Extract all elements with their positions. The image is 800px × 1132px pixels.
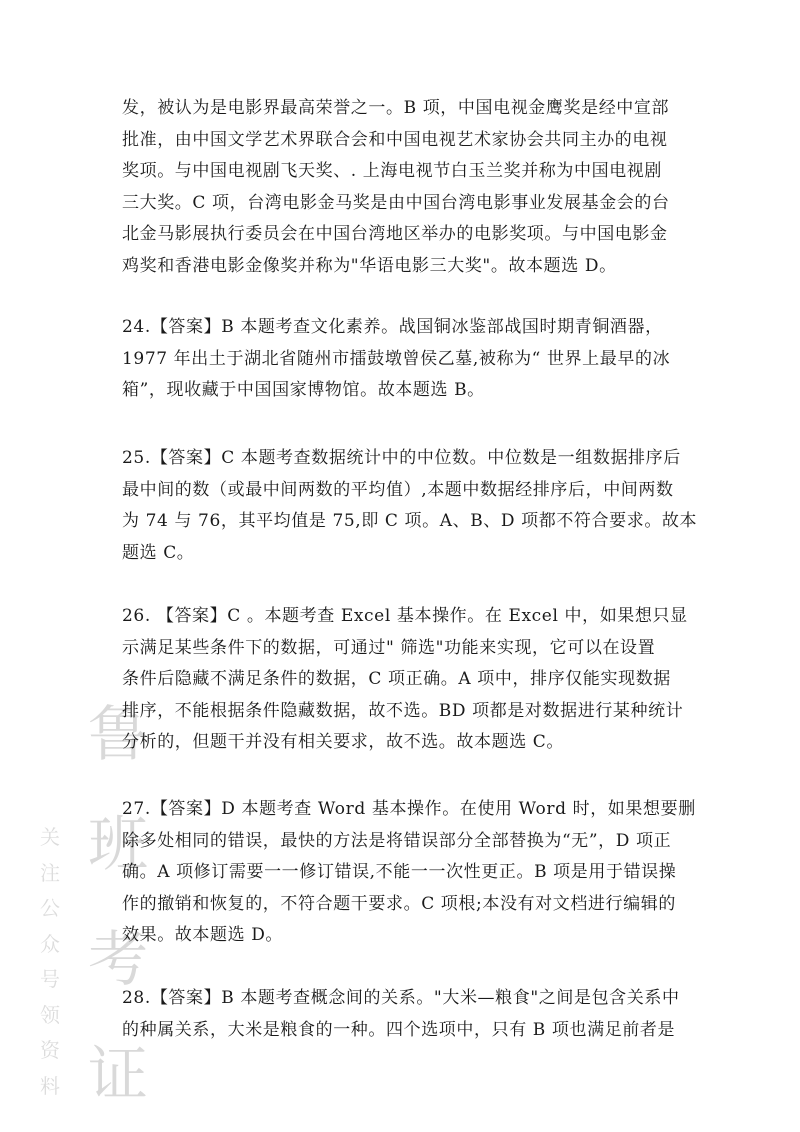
text-line: 1977 年出土于湖北省随州市擂鼓墩曾侯乙墓,被称为“ 世界上最早的冰 [122,348,671,369]
answer-paragraph-28 [122,983,682,1046]
text-line: 分析的，但题干并没有相关要求，故不选。故本题选 C。 [122,732,565,752]
text-line: 箱”，现收藏于中国国家博物馆。故本题选 B。 [122,380,485,400]
watermark-char-2: 班 [88,810,148,880]
watermark-side-text: 关注公众号领资料 [40,825,60,1098]
text-line: 为 74 与 76，其平均值是 75,即 C 项。A、B、D 项都不符合要求。故本 [122,511,698,531]
text-line: 条件后隐藏不满足条件的数据，C 项正确。A 项中，排序仅能实现数据 [122,669,671,689]
answer-paragraph-25 [122,443,698,569]
text-line: 26. 【答案】C 。本题考查 Excel 基本操作。在 Excel 中，如果想只显 [122,606,688,626]
watermark-char-4: 证 [88,1040,148,1110]
text-line: 作的撤销和恢复的，不符合题干要求。C 项根;本没有对文档进行编辑的 [122,893,676,914]
text-line: 示满足某些条件下的数据，可通过" 筛选"功能来实现，它可以在设置 [122,637,656,658]
text-line: 的种属关系，大米是粮食的一种。四个选项中，只有 B 项也满足前者是 [122,1019,676,1040]
text-line: 最中间的数（或最中间两数的平均值）,本题中数据经排序后，中间两数 [122,479,674,500]
answer-paragraph-23 [122,93,682,282]
text-line: 确。A 项修订需要一一修订错误,不能一一次性更正。B 项是用于错误操 [122,862,677,882]
answer-paragraph-26 [122,601,688,759]
text-line: 发，被认为是电影界最高荣誉之一。B 项，中国电视金鹰奖是经中宣部 [122,98,670,118]
answer-paragraph-24 [122,312,682,407]
text-line: 25.【答案】C 本题考查数据统计中的中位数。中位数是一组数据排序后 [122,448,681,468]
text-line: 鸡奖和香港电影金像奖并称为"华语电影三大奖"。故本题选 D。 [122,255,617,276]
text-line: 奖项。与中国电视剧飞天奖、. 上海电视节白玉兰奖并称为中国电视剧 [122,161,663,181]
text-line: 三大奖。C 项，台湾电影金马奖是由中国台湾电影事业发展基金会的台 [122,192,670,213]
text-line: 28.【答案】B 本题考查概念间的关系。"大米—粮食"之间是包含关系中 [122,988,680,1008]
text-line: 除多处相同的错误，最快的方法是将错误部分全部替换为“无”，D 项正 [122,830,672,851]
text-line: 效果。故本题选 D。 [122,925,284,945]
answer-paragraph-27 [122,794,696,952]
text-line: 24.【答案】B 本题考查文化素养。战国铜冰鉴部战国时期青铜酒器， [122,317,663,337]
text-line: 批准，由中国文学艺术界联合会和中国电视艺术家协会共同主办的电视 [122,129,668,150]
watermark-char-1: 鲁 [88,700,148,770]
text-line: 27.【答案】D 本题考查 Word 基本操作。在使用 Word 时，如果想要删 [122,799,696,819]
text-line: 排序，不能根据条件隐藏数据，故不选。BD 项都是对数据进行某种统计 [122,700,684,721]
text-line: 北金马影展执行委员会在中国台湾地区举办的电影奖项。与中国电影金 [122,224,668,244]
watermark-char-3: 考 [88,925,148,995]
text-line: 题选 C。 [122,542,195,563]
